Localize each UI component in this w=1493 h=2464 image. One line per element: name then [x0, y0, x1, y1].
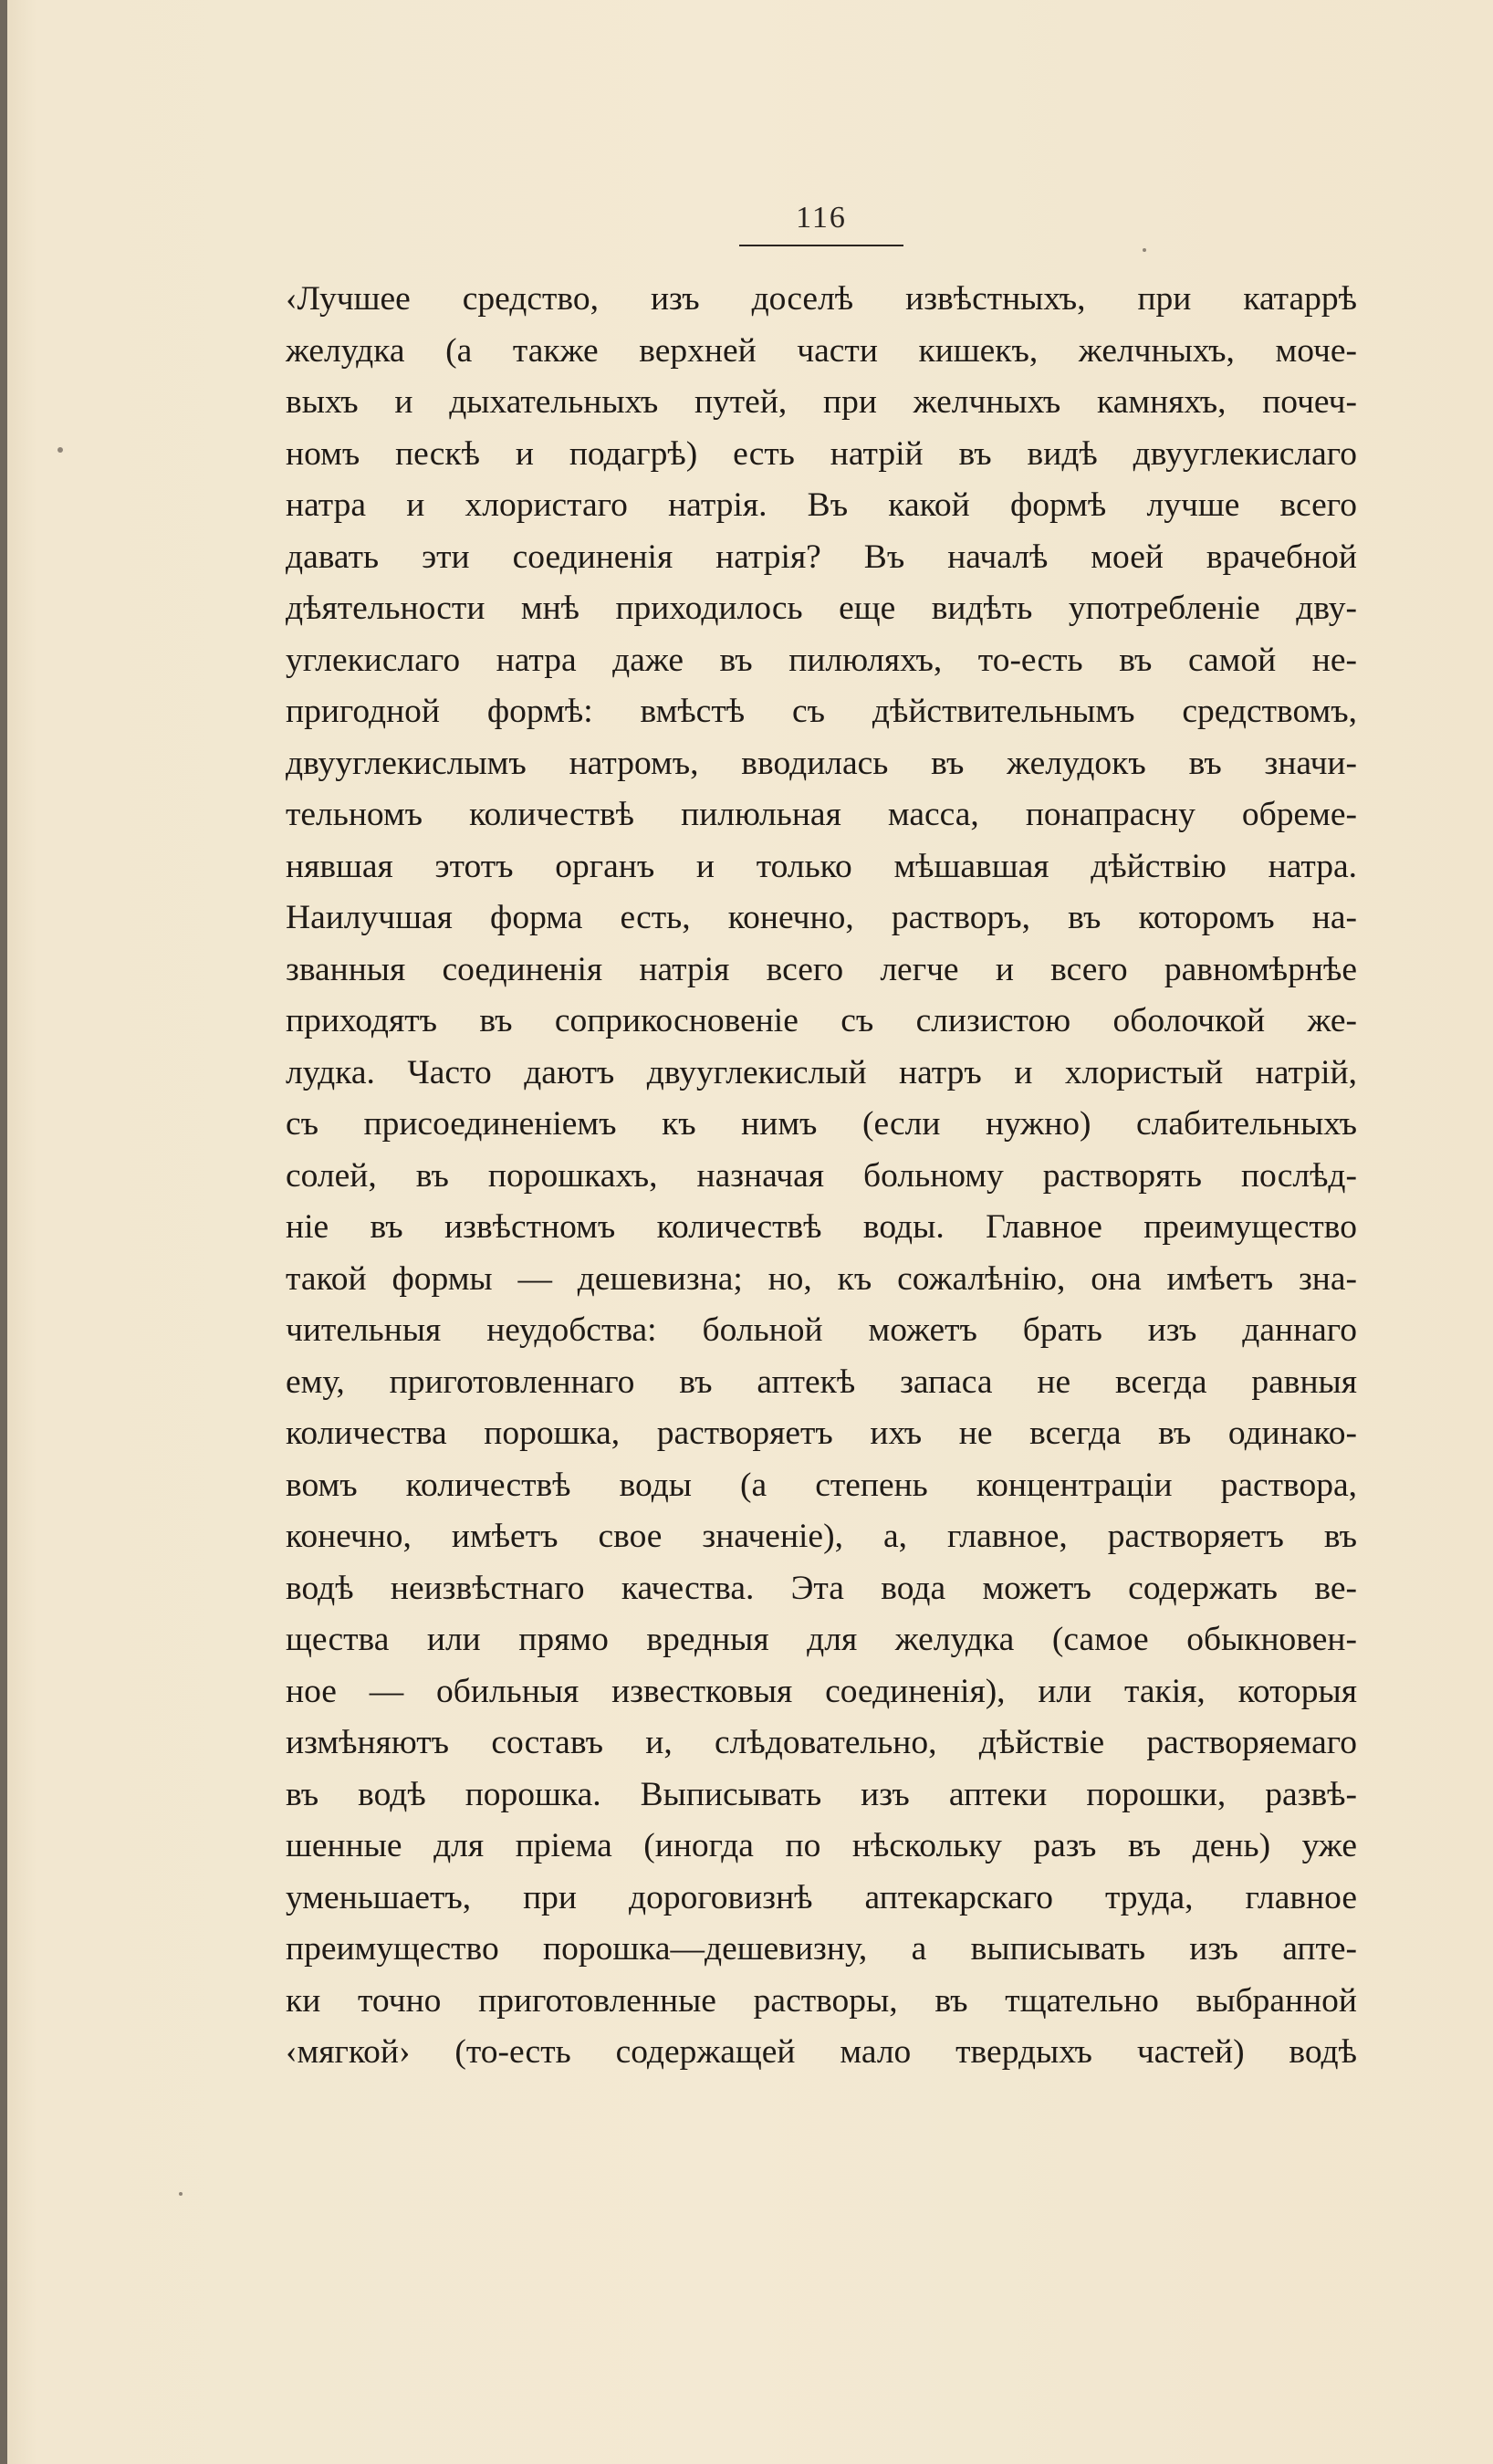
text-line: натра и хлористаго натрія. Въ какой формѣ лучше всего	[286, 486, 1357, 524]
text-line: дѣятельности мнѣ приходилось еще видѣть употребленіе дву-	[286, 590, 1357, 627]
text-line: щества или прямо вредныя для желудка (самое обыкновен-	[286, 1621, 1357, 1658]
text-line: ему, приготовленнаго въ аптекѣ запаса не всегда равныя	[286, 1363, 1357, 1401]
text-line: въ водѣ порошка. Выписывать изъ аптеки порошки, развѣ-	[286, 1775, 1357, 1813]
text-line: нявшая этотъ органъ и только мѣшавшая дѣйствію натра.	[286, 847, 1357, 885]
text-line: званныя соединенія натрія всего легче и всего равномѣрнѣе	[286, 950, 1357, 988]
text-line: количества порошка, растворяетъ ихъ не всегда въ одинако-	[286, 1415, 1357, 1452]
text-line: уменьшаетъ, при дороговизнѣ аптекарскаго труда, главное	[286, 1878, 1357, 1916]
text-line: желудка (а также верхней части кишекъ, желчныхъ, моче-	[286, 331, 1357, 370]
scan-left-edge	[0, 0, 7, 2464]
paper-speck	[179, 2192, 183, 2196]
text-line: солей, въ порошкахъ, назначая больному растворять послѣд-	[286, 1156, 1357, 1195]
text-line: тельномъ количествѣ пилюльная масса, понапрасну обреме-	[286, 796, 1357, 833]
page-number-rule	[739, 245, 903, 246]
text-line: давать эти соединенія натрія? Въ началѣ моей врачебной	[286, 538, 1357, 576]
paper-speck	[1143, 248, 1146, 252]
text-line: лудка. Часто даютъ двууглекислый натръ и хлористый натрій,	[286, 1053, 1357, 1091]
paper-speck	[57, 447, 63, 453]
text-line: ‹мягкой› (то-есть содержащей мало твердыхъ частей) водѣ	[286, 2033, 1357, 2071]
text-line: измѣняютъ составъ и, слѣдовательно, дѣйствіе растворяемаго	[286, 1724, 1357, 1761]
page-number: 116	[796, 201, 847, 235]
text-line: Наилучшая форма есть, конечно, растворъ, въ которомъ на-	[286, 899, 1357, 936]
text-line: такой формы — дешевизна; но, къ сожалѣнію, она имѣетъ зна-	[286, 1259, 1357, 1298]
text-line: выхъ и дыхательныхъ путей, при желчныхъ камняхъ, почеч-	[286, 383, 1357, 421]
text-line: пригодной формѣ: вмѣстѣ съ дѣйствительнымъ средствомъ,	[286, 693, 1357, 730]
text-line: конечно, имѣетъ свое значеніе), а, главное, растворяетъ въ	[286, 1518, 1357, 1555]
text-line: чительныя неудобства: больной можетъ брать изъ даннаго	[286, 1311, 1357, 1349]
body-text	[286, 274, 1357, 2079]
text-line: вомъ количествѣ воды (а степень концентраціи раствора,	[286, 1466, 1357, 1504]
text-line: двууглекислымъ натромъ, вводилась въ желудокъ въ значи-	[286, 744, 1357, 782]
text-line: съ присоединеніемъ къ нимъ (если нужно) слабительныхъ	[286, 1105, 1357, 1143]
text-line: углекислаго натра даже въ пилюляхъ, то-есть въ самой не-	[286, 641, 1357, 679]
text-line: ки точно приготовленные растворы, въ тщательно выбранной	[286, 1981, 1357, 2020]
text-line: номъ пескѣ и подагрѣ) есть натрій въ видѣ двууглекислаго	[286, 434, 1357, 473]
text-line: приходятъ въ соприкосновеніе съ слизистою оболочкой же-	[286, 1002, 1357, 1039]
text-line: ніе въ извѣстномъ количествѣ воды. Главное преимущество	[286, 1208, 1357, 1246]
text-line: шенные для пріема (иногда по нѣскольку разъ въ день) уже	[286, 1827, 1357, 1864]
text-line: водѣ неизвѣстнаго качества. Эта вода можетъ содержать ве-	[286, 1569, 1357, 1607]
text-line: преимущество порошка—дешевизну, а выписывать изъ апте-	[286, 1930, 1357, 1968]
text-line: ное — обильныя известковыя соединенія), или такія, которыя	[286, 1672, 1357, 1710]
text-line: ‹Лучшее средство, изъ доселѣ извѣстныхъ, при катаррѣ	[286, 280, 1357, 318]
